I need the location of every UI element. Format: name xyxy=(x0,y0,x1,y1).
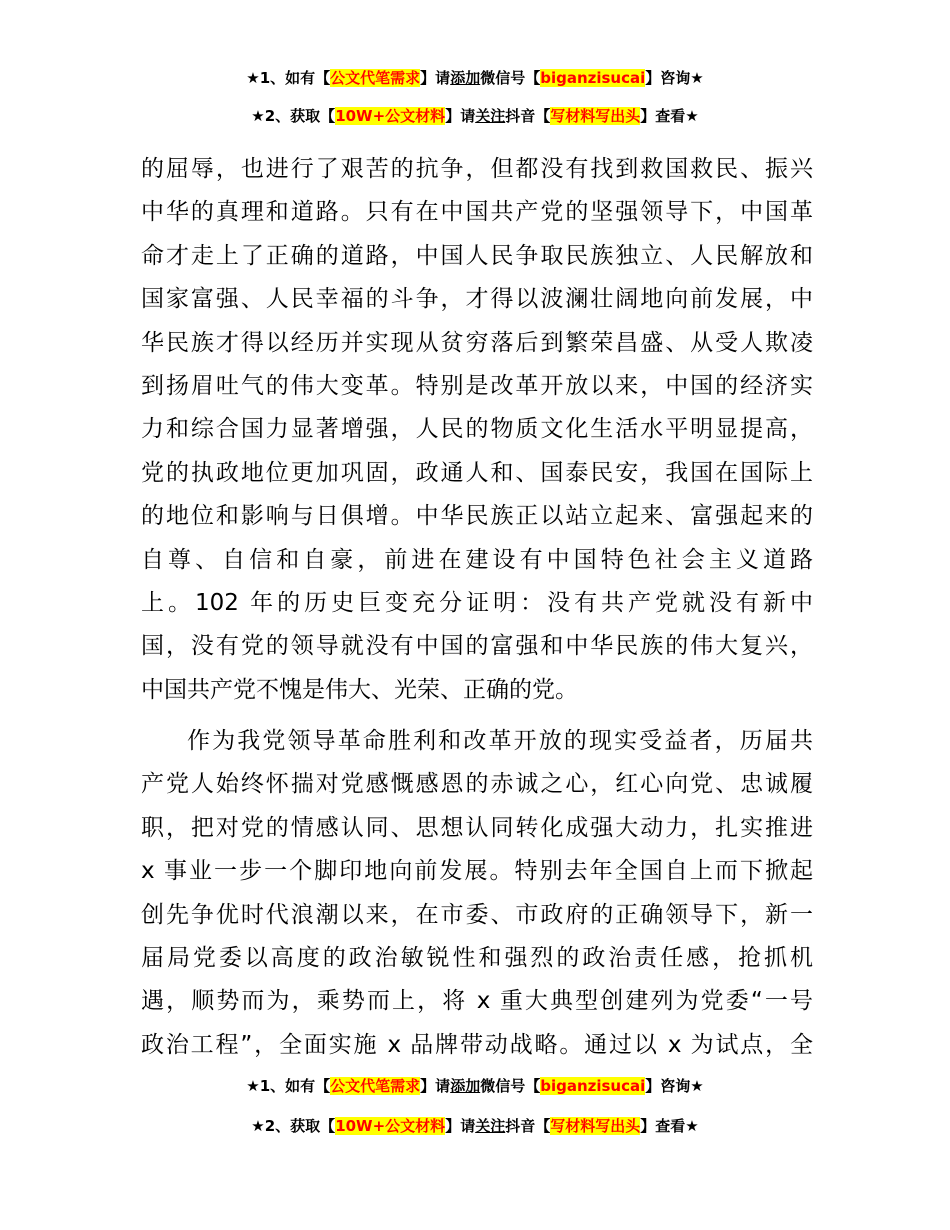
banner-prefix: ★2、获取【 xyxy=(251,1117,336,1135)
banner-prefix: ★1、如有【 xyxy=(246,69,331,87)
paragraph-line: x 事业一步一个脚印地向前发展。特别去年全国自上而下掀起 xyxy=(141,858,813,885)
footer-banner-line-2 xyxy=(0,1116,950,1136)
paragraph-line: 的地位和影响与日俱增。中华民族正以站立起来、富强起来的 xyxy=(141,503,813,530)
banner-suffix: 】查看★ xyxy=(640,107,699,125)
body-paragraph-2 xyxy=(141,720,813,1067)
paragraph-line: 国，没有党的领导就没有中国的富强和中华民族的伟大复兴， xyxy=(141,633,813,660)
paragraph-line: 自尊、自信和自豪，前进在建设有中国特色社会主义道路 xyxy=(141,546,813,573)
footer-banner-line-1 xyxy=(0,1076,950,1096)
banner-emphasis: 关注 xyxy=(475,1117,506,1135)
banner-mid: 】请 xyxy=(420,69,451,87)
banner-emphasis: 添加 xyxy=(450,1077,481,1095)
banner-emphasis: 关注 xyxy=(475,107,506,125)
banner-suffix: 】咨询★ xyxy=(645,1077,704,1095)
paragraph-line: 创先争优时代浪潮以来，在市委、市政府的正确领导下，新一 xyxy=(141,901,813,928)
banner-highlight: 公文代笔需求 xyxy=(330,69,421,87)
banner-highlight-douyin-id: 写材料写出头 xyxy=(550,107,641,125)
paragraph-line: 力和综合国力显著增强，人民的物质文化生活水平明显提高， xyxy=(141,416,813,443)
banner-emphasis: 添加 xyxy=(450,69,481,87)
paragraph-line: 命才走上了正确的道路，中国人民争取民族独立、人民解放和 xyxy=(141,242,813,269)
banner-mid: 微信号【 xyxy=(480,1077,541,1095)
paragraph-line: 届局党委以高度的政治敏锐性和强烈的政治责任感，抢抓机 xyxy=(141,944,813,971)
banner-mid: 】请 xyxy=(445,1117,476,1135)
banner-prefix: ★1、如有【 xyxy=(246,1077,331,1095)
banner-highlight-wechat-id: biganzisucai xyxy=(540,69,646,87)
paragraph-line: 上。102 年的历史巨变充分证明：没有共产党就没有新中 xyxy=(141,589,813,616)
body-paragraph-1 xyxy=(141,148,813,712)
header-banner-line-1 xyxy=(0,68,950,88)
banner-suffix: 】查看★ xyxy=(640,1117,699,1135)
banner-highlight-wechat-id: biganzisucai xyxy=(540,1077,646,1095)
banner-mid: 抖音【 xyxy=(505,107,551,125)
paragraph-line: 到扬眉吐气的伟大变革。特别是改革开放以来，中国的经济实 xyxy=(141,372,813,399)
banner-highlight: 公文代笔需求 xyxy=(330,1077,421,1095)
banner-highlight: 10W+公文材料 xyxy=(335,107,446,125)
paragraph-line: 政治工程”，全面实施 x 品牌带动战略。通过以 x 为试点，全 xyxy=(141,1031,813,1058)
banner-mid: 】请 xyxy=(445,107,476,125)
banner-prefix: ★2、获取【 xyxy=(251,107,336,125)
header-banner-line-2 xyxy=(0,106,950,126)
paragraph-line: 职，把对党的情感认同、思想认同转化成强大动力，扎实推进 xyxy=(141,814,813,841)
paragraph-line: 中华的真理和道路。只有在中国共产党的坚强领导下，中国革 xyxy=(141,199,813,226)
banner-mid: 抖音【 xyxy=(505,1117,551,1135)
paragraph-line: 国家富强、人民幸福的斗争，才得以波澜壮阔地向前发展，中 xyxy=(141,286,813,313)
paragraph-line: 华民族才得以经历并实现从贫穷落后到繁荣昌盛、从受人欺凌 xyxy=(141,329,813,356)
paragraph-line: 中国共产党不愧是伟大、光荣、正确的党。 xyxy=(141,676,578,703)
paragraph-line: 党的执政地位更加巩固，政通人和、国泰民安，我国在国际上 xyxy=(141,459,813,486)
banner-highlight: 10W+公文材料 xyxy=(335,1117,446,1135)
banner-mid: 】请 xyxy=(420,1077,451,1095)
banner-suffix: 】咨询★ xyxy=(645,69,704,87)
paragraph-line: 遇，顺势而为，乘势而上，将 x 重大典型创建列为党委“一号 xyxy=(141,988,813,1015)
banner-highlight-douyin-id: 写材料写出头 xyxy=(550,1117,641,1135)
banner-mid: 微信号【 xyxy=(480,69,541,87)
paragraph-line: 产党人始终怀揣对党感慨感恩的赤诚之心，红心向党、忠诚履 xyxy=(141,771,813,798)
paragraph-line: 作为我党领导革命胜利和改革开放的现实受益者，历届共 xyxy=(187,728,813,754)
paragraph-line: 的屈辱，也进行了艰苦的抗争，但都没有找到救国救民、振兴 xyxy=(141,156,813,182)
